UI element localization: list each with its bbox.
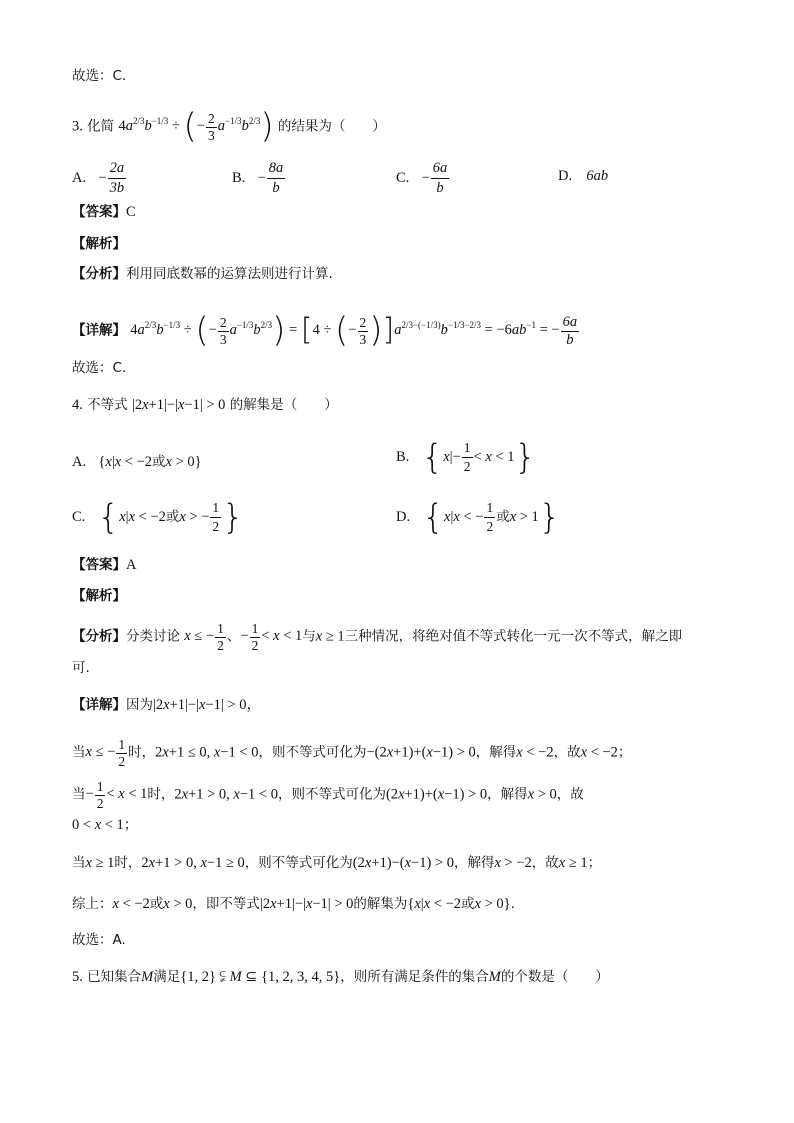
answer-line: 【答案】C — [72, 204, 136, 220]
option-b: B. − $\frac{8a}{b}$ — [232, 160, 284, 196]
case-2: 当− $\frac{1}{2}$ < x < 1时，2x+1 > 0, x−1 < 0，则不等式可化为(2x+1)+(x−1) > 0，解得x > 0，故 — [72, 779, 584, 811]
option-d — [558, 168, 608, 185]
case-1: 当x ≤ − $\frac{1}{2}$ 时，2x+1 ≤ 0, x−1 < 0，则不等式可化为−(2x+1)+(x−1) > 0，解得x < −2，故x < −2； — [72, 737, 632, 769]
case-2-cont: 0 < x < 1； — [72, 817, 138, 833]
option-d: D. {x|x < − $\frac{1}{2}$ 或x > 1} — [396, 497, 561, 538]
analysis-line: 【分析】分类讨论 x ≤ − $\frac{1}{2}$ 、− $\frac{1}{2}$ < x < 1与x ≥ 1三种情况，将绝对值不等式转化一元一次不等式，解之即 — [72, 621, 683, 653]
question-number: 3. — [72, 118, 83, 135]
question-text: 的结果为（ ） — [277, 118, 386, 135]
option-c: C. − $\frac{6a}{b}$ — [396, 160, 448, 196]
detail-line: 【详解】 $4a^{2/3}b^{-1/3}$ ÷ (− $\frac{2}{3}$ $a^{-1/3}b^{2/3}) = [4$ ÷ (− $\frac{2}{3}$ )]$a^{2/3-(-1/3)}b^{-1/3-2/3} = -6ab^{-1}$ = − $\frac{6a}{b}$ — [72, 315, 580, 347]
option-a: A. {x|x < −2或x > 0} — [72, 454, 202, 470]
option-c: C. {x|x < −2或x > − $\frac{1}{2}$ } — [72, 497, 244, 538]
answer-line: 【答案】A — [72, 557, 137, 573]
option-label: B. — [232, 170, 246, 186]
case-3: 当x ≥ 1时，2x+1 > 0, x−1 ≥ 0，则不等式可化为(2x+1)−(x−1) > 0，解得x > −2，故x ≥ 1； — [72, 855, 602, 871]
option-a: A. − $\frac{2a}{3b}$ — [72, 160, 125, 196]
option-label: D. — [558, 168, 573, 184]
analysis-heading: 【解析】 — [72, 588, 126, 604]
question-5: 5. 已知集合M满足{1, 2} ⫋ M ⊆ {1, 2, 3, 4, 5}，则所有满足条件的集合M的个数是（ ） — [72, 969, 609, 985]
question-4: 4. 不等式 |2x+1|−|x−1| > 0 的解集是（ ） — [72, 397, 338, 413]
analysis-line: 【分析】利用同底数幂的运算法则进行计算. — [72, 266, 333, 282]
summary-line: 综上：x < −2或x > 0，即不等式|2x+1|−|x−1| > 0的解集为{x|x < −2或x > 0}. — [72, 896, 515, 912]
detail-line: 【详解】因为|2x+1|−|x−1| > 0， — [72, 697, 261, 713]
option-label: C. — [396, 170, 410, 186]
math-expression: $4a^{2/3}b^{-1/3}$ ÷ (− $\frac{2}{3}$ $a^{-1/3}b^{2/3}) = [4$ ÷ (− $\frac{2}{3}$ )]$a^{2/3-(-1/3)}b^{-1/3-2/3} = -6ab^{-1}$ = − $\frac{6a}{b}$ — [130, 311, 578, 351]
math-expression: $4a^{2/3}b^{-1/3}$ ÷ (− $\frac{2}{3}$ $a^{-1/3}b^{2/3}$) — [118, 107, 274, 147]
analysis-line-cont: 可. — [72, 660, 90, 676]
question-3 — [72, 107, 386, 147]
answer-choice-line: 故选：A. — [72, 932, 126, 948]
option-b: B. {x|− $\frac{1}{2}$ < x < 1} — [396, 437, 537, 478]
option-label: A. — [72, 170, 87, 186]
answer-choice-line: 故选：C. — [72, 360, 127, 376]
answer-choice-line: 故选：C. — [72, 68, 127, 84]
option-value: 6ab — [586, 168, 609, 184]
question-text: 化简 — [87, 118, 115, 135]
analysis-heading: 【解析】 — [72, 236, 126, 252]
